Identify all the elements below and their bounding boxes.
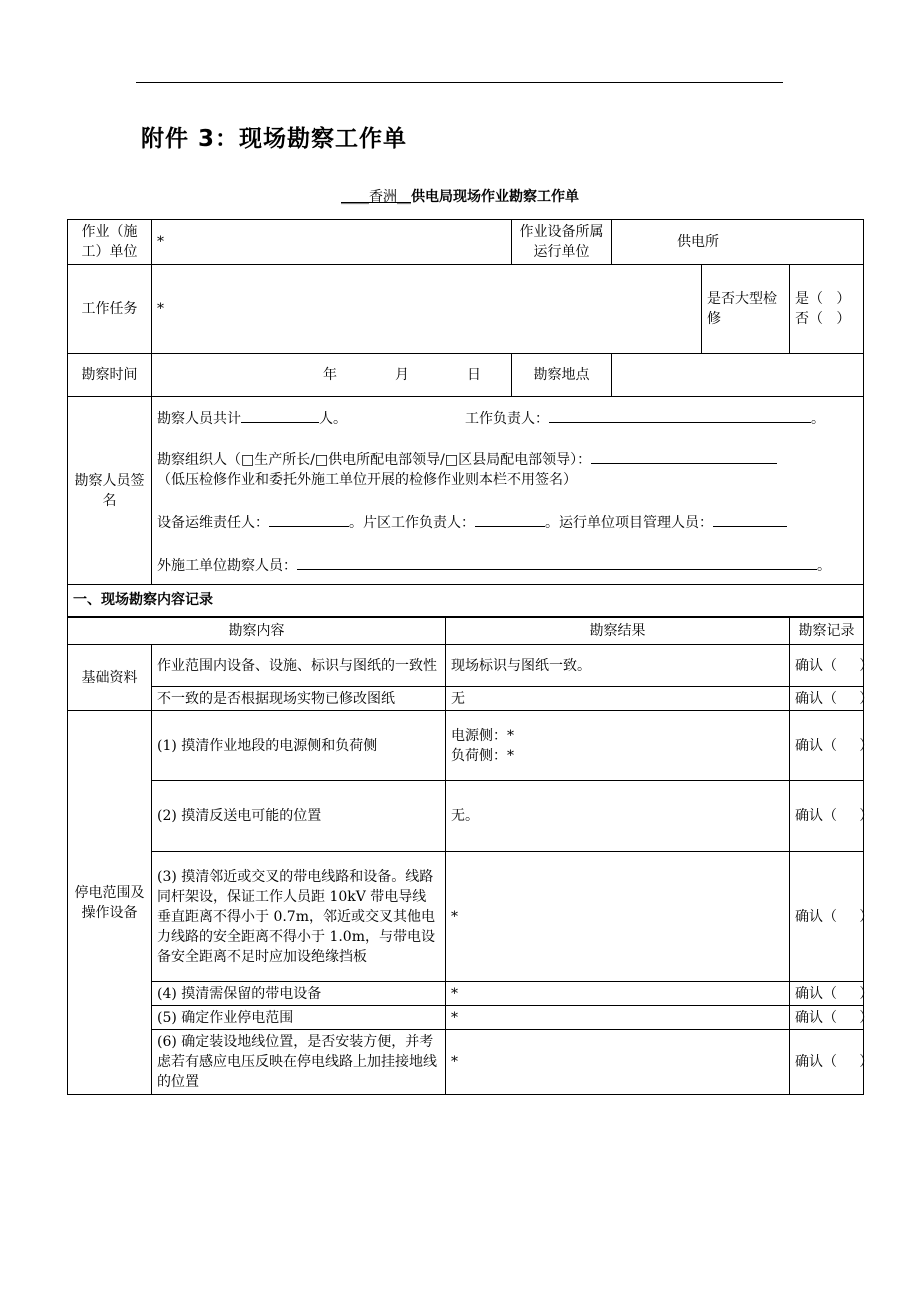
col-header-content: 勘察内容 [68,617,446,645]
basic-row-1-record: 确认（ ） [790,645,864,687]
row-column-headers [68,617,864,645]
outage-row-1-result-source: 电源侧：* [451,727,514,744]
outage-row-1-content: (1) 摸清作业地段的电源侧和负荷侧 [152,711,446,781]
basic-row-1 [68,645,864,687]
outage-row-2-record: 确认（ ） [790,781,864,852]
work-unit-label: 作业（施工）单位 [68,220,152,265]
survey-place-label: 勘察地点 [512,354,612,397]
form-title-blank-prefix: ____ [341,189,369,205]
external-end: 。 [817,557,831,574]
total-prefix: 勘察人员共计 [157,410,241,427]
top-rule [136,82,783,83]
task-value: * [152,265,702,354]
basic-row-1-result: 现场标识与图纸一致。 [446,645,790,687]
area-leader-blank [475,512,545,527]
work-unit-value: * [152,220,512,265]
signature-line-1 [157,408,858,429]
outage-row-6-result: * [446,1030,790,1095]
survey-time-label: 勘察时间 [68,354,152,397]
outage-row-2-result: 无。 [446,781,790,852]
ops-unit-value: 供电所 [612,220,864,265]
signature-line-4 [157,512,858,533]
outage-row-3-result: * [446,852,790,982]
maint-resp-blank [269,512,349,527]
signature-line-5 [157,555,858,576]
row-survey-time [68,354,864,397]
signature-line-2 [157,449,858,470]
outage-row-1-record: 确认（ ） [790,711,864,781]
outage-row-3 [68,852,864,982]
outage-row-3-record: 确认（ ） [790,852,864,982]
outage-row-4-result: * [446,982,790,1006]
date-month: 月 [395,367,409,383]
outage-row-5-content: (5) 确定作业停电范围 [152,1006,446,1030]
task-label: 工作任务 [68,265,152,354]
leader-label: 工作负责人： [465,410,549,427]
overhaul-no: 否（ ） [795,311,851,327]
total-suffix: 人。 [319,410,347,427]
row-section-title [68,585,864,617]
basic-row-1-content: 作业范围内设备、设施、标识与图纸的一致性 [152,645,446,687]
date-day: 日 [467,367,481,383]
external-blank [297,555,817,570]
overhaul-label: 是否大型检修 [702,265,790,354]
section-title: 一、现场勘察内容记录 [68,585,864,617]
overhaul-options [790,265,864,354]
survey-place-value [612,354,864,397]
external-label: 外施工单位勘察人员： [157,557,297,574]
proj-manager-blank [713,512,787,527]
date-year: 年 [323,367,337,383]
row-work-task [68,265,864,354]
outage-row-6 [68,1030,864,1095]
overhaul-yes: 是（ ） [795,291,851,307]
outage-row-1 [68,711,864,781]
proj-manager-label: 。运行单位项目管理人员： [545,514,713,531]
form-title-blank-suffix: __ [397,189,411,205]
basic-row-2-record: 确认（ ） [790,687,864,711]
basic-category: 基础资料 [68,645,152,711]
outage-row-3-content: (3) 摸清邻近或交叉的带电线路和设备。线路同杆架设，保证工作人员距 10kV 带电导线垂直距离不得小于 0.7m，邻近或交叉其他电力线路的安全距离不得小于 1.0m，与带电设备安全距离不足时应加设绝缘挡板 [152,852,446,982]
survey-form-table [67,219,874,1095]
form-title-text: 供电局现场作业勘察工作单 [411,189,579,205]
organizer-blank [591,449,777,464]
maint-resp-label: 设备运维责任人： [157,514,269,531]
row-work-unit [68,220,864,265]
leader-blank [549,408,811,423]
form-title [0,186,920,206]
basic-row-2-result: 无 [446,687,790,711]
organizer-label: 勘察组织人（□生产所长/□供电所配电部领导/□区县局配电部领导）： [157,451,592,468]
outage-row-1-result-load: 负荷侧：* [451,747,514,764]
outage-row-4-record: 确认（ ） [790,982,864,1006]
outage-row-6-record: 确认（ ） [790,1030,864,1095]
row-signatures [68,397,864,585]
outage-row-5-record: 确认（ ） [790,1006,864,1030]
survey-date [152,354,512,397]
outage-row-6-content: (6) 确定装设地线位置，是否安装方便，并考虑若有感应电压反映在停电线路上加挂接地线的位置 [152,1030,446,1095]
outage-row-5 [68,1006,864,1030]
col-header-record: 勘察记录 [790,617,864,645]
document-title: 附件 3：现场勘察工作单 [141,126,408,152]
col-header-result: 勘察结果 [446,617,790,645]
ops-unit-label: 作业设备所属运行单位 [512,220,612,265]
outage-row-5-result: * [446,1006,790,1030]
basic-row-2 [68,687,864,711]
signature-line-3: （低压检修作业和委托外施工单位开展的检修作业则本栏不用签名） [157,471,577,488]
signature-block [152,397,864,585]
outage-row-2 [68,781,864,852]
area-leader-label: 。片区工作负责人： [349,514,475,531]
outage-row-4 [68,982,864,1006]
total-blank [241,408,319,423]
signature-label: 勘察人员签名 [68,397,152,585]
outage-row-1-result [446,711,790,781]
outage-category: 停电范围及操作设备 [68,711,152,1095]
outage-row-2-content: (2) 摸清反送电可能的位置 [152,781,446,852]
form-title-location: 香洲 [369,189,397,205]
basic-row-2-content: 不一致的是否根据现场实物已修改图纸 [152,687,446,711]
outage-row-4-content: (4) 摸清需保留的带电设备 [152,982,446,1006]
leader-end: 。 [811,410,825,427]
